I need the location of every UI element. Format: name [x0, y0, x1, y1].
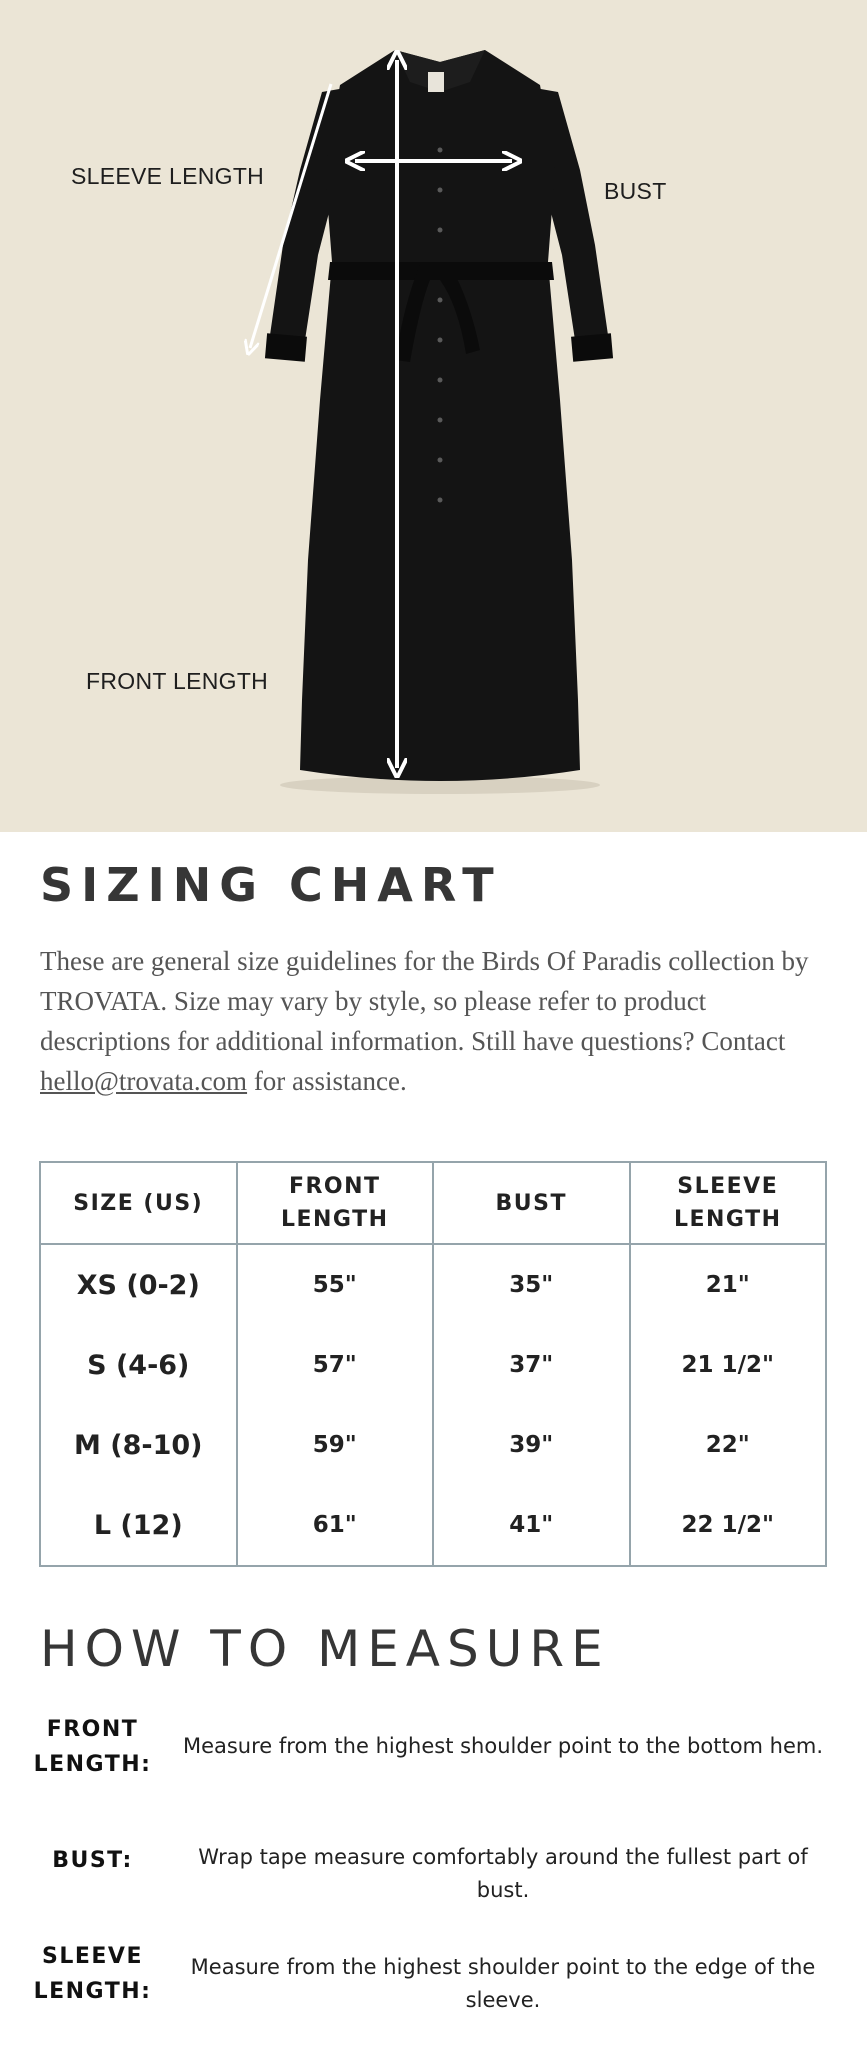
- dress-illustration: [0, 0, 867, 832]
- desc-front-length: Measure from the highest shoulder point to the bottom hem.: [182, 1734, 824, 1758]
- term-sleeve-length: SLEEVE LENGTH:: [33, 1944, 152, 2004]
- desc-bust: Wrap tape measure comfortably around the fullest part of bust.: [198, 1845, 808, 1902]
- cell-size: S (4-6): [40, 1325, 237, 1405]
- email-link[interactable]: hello@trovata.com: [40, 1066, 248, 1096]
- cell-sleeve-length: 22": [630, 1405, 827, 1485]
- size-table: [39, 1161, 827, 1567]
- cell-sleeve-length: 21": [630, 1244, 827, 1325]
- header-sleeve-length: SLEEVE LENGTH: [630, 1162, 827, 1244]
- cell-front-length: 61": [237, 1485, 434, 1566]
- term-front-length: FRONT LENGTH:: [33, 1717, 152, 1777]
- sizing-intro: [40, 941, 840, 1101]
- cell-sleeve-length: 22 1/2": [630, 1485, 827, 1566]
- table-row: [40, 1244, 826, 1325]
- sleeve-length-label: SLEEVE LENGTH: [71, 163, 265, 189]
- cell-front-length: 59": [237, 1405, 434, 1485]
- cell-bust: 41": [433, 1485, 630, 1566]
- garment-tag: [428, 72, 444, 92]
- header-front-length: FRONT LENGTH: [237, 1162, 434, 1244]
- cell-size: XS (0-2): [40, 1244, 237, 1325]
- intro-text-end: for assistance.: [247, 1066, 407, 1096]
- bust-label: BUST: [604, 178, 667, 204]
- right-cuff: [571, 333, 613, 361]
- cell-size: M (8-10): [40, 1405, 237, 1485]
- left-cuff: [265, 333, 307, 361]
- cell-front-length: 55": [237, 1244, 434, 1325]
- table-row: [40, 1485, 826, 1566]
- cell-size: L (12): [40, 1485, 237, 1566]
- cell-bust: 37": [433, 1325, 630, 1405]
- header-size: SIZE (US): [40, 1162, 237, 1244]
- desc-sleeve-length: Measure from the highest shoulder point to the edge of the sleeve.: [190, 1955, 816, 2012]
- measurement-hero-image: [0, 0, 867, 832]
- table-row: [40, 1325, 826, 1405]
- cell-bust: 39": [433, 1405, 630, 1485]
- cell-front-length: 57": [237, 1325, 434, 1405]
- intro-text: These are general size guidelines for the Birds Of Paradis collection by TROVATA. Size may vary by style, so please refer to product descriptions for additional information. Still have questions? Contact: [40, 946, 809, 1056]
- waist-belt: [328, 262, 554, 280]
- how-to-measure-title: HOW TO MEASURE: [40, 1620, 610, 1678]
- table-row: [40, 1405, 826, 1485]
- cell-sleeve-length: 21 1/2": [630, 1325, 827, 1405]
- front-length-label: FRONT LENGTH: [86, 668, 269, 694]
- cell-bust: 35": [433, 1244, 630, 1325]
- term-bust: BUST:: [52, 1848, 133, 1873]
- table-header-row: [40, 1162, 826, 1244]
- sizing-chart-title: SIZING CHART: [40, 858, 502, 912]
- header-bust: BUST: [433, 1162, 630, 1244]
